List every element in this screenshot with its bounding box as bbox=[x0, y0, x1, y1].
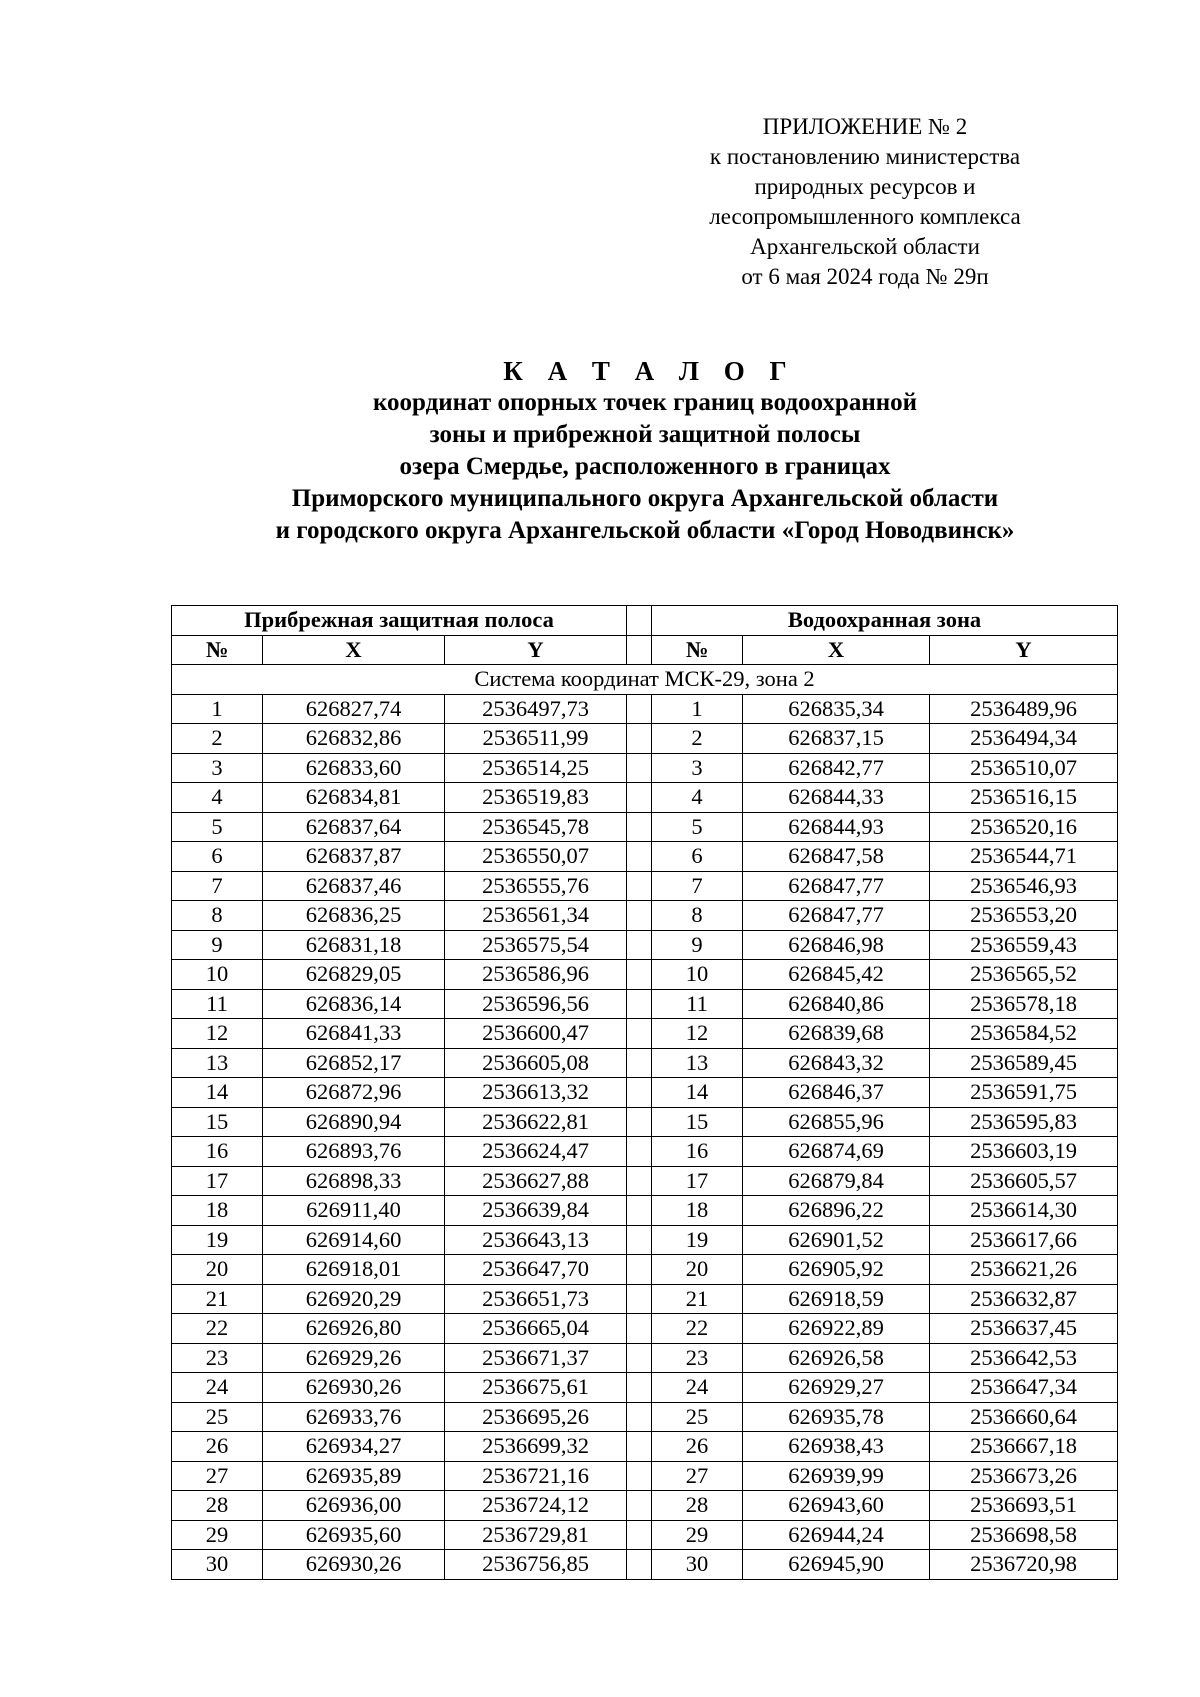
right-coord-x-cell: 626935,78 bbox=[743, 1402, 930, 1432]
left-coord-y-cell: 2536651,73 bbox=[445, 1284, 627, 1314]
right-coord-x-cell: 626855,96 bbox=[743, 1107, 930, 1137]
left-coord-x-cell: 626833,60 bbox=[263, 753, 445, 783]
left-point-number-cell: 5 bbox=[172, 812, 263, 842]
right-coord-x-cell: 626844,93 bbox=[743, 812, 930, 842]
table-row bbox=[172, 989, 1118, 1019]
right-coord-y-cell: 2536520,16 bbox=[930, 812, 1118, 842]
left-coord-x-cell: 626929,26 bbox=[263, 1343, 445, 1373]
right-point-number-cell: 7 bbox=[652, 871, 743, 901]
left-coord-y-cell: 2536555,76 bbox=[445, 871, 627, 901]
table-row bbox=[172, 1225, 1118, 1255]
column-header-no: № bbox=[652, 635, 743, 665]
table-row bbox=[172, 1196, 1118, 1226]
column-header-y: Y bbox=[445, 635, 627, 665]
left-point-number-cell: 6 bbox=[172, 842, 263, 872]
left-coord-y-cell: 2536511,99 bbox=[445, 724, 627, 754]
gap-cell bbox=[627, 1343, 652, 1373]
right-coord-x-cell: 626846,98 bbox=[743, 930, 930, 960]
right-coord-x-cell: 626847,58 bbox=[743, 842, 930, 872]
left-coord-x-cell: 626920,29 bbox=[263, 1284, 445, 1314]
table-row bbox=[172, 694, 1118, 724]
right-coord-y-cell: 2536720,98 bbox=[930, 1550, 1118, 1580]
right-coord-x-cell: 626837,15 bbox=[743, 724, 930, 754]
left-point-number-cell: 1 bbox=[172, 694, 263, 724]
right-coord-y-cell: 2536565,52 bbox=[930, 960, 1118, 990]
coordinate-system-label: Система координат МСК-29, зона 2 bbox=[172, 665, 1118, 695]
right-point-number-cell: 14 bbox=[652, 1078, 743, 1108]
left-point-number-cell: 8 bbox=[172, 901, 263, 931]
coordinate-system-row bbox=[172, 665, 1118, 695]
right-point-number-cell: 4 bbox=[652, 783, 743, 813]
left-coord-x-cell: 626837,64 bbox=[263, 812, 445, 842]
column-header-no: № bbox=[172, 635, 263, 665]
right-coord-x-cell: 626944,24 bbox=[743, 1520, 930, 1550]
left-coord-x-cell: 626841,33 bbox=[263, 1019, 445, 1049]
gap-cell bbox=[627, 1491, 652, 1521]
gap-cell bbox=[627, 1402, 652, 1432]
left-coord-y-cell: 2536596,56 bbox=[445, 989, 627, 1019]
left-coord-y-cell: 2536624,47 bbox=[445, 1137, 627, 1167]
right-coord-y-cell: 2536559,43 bbox=[930, 930, 1118, 960]
right-coord-y-cell: 2536553,20 bbox=[930, 901, 1118, 931]
right-coord-y-cell: 2536698,58 bbox=[930, 1520, 1118, 1550]
table-row bbox=[172, 1461, 1118, 1491]
right-coord-y-cell: 2536605,57 bbox=[930, 1166, 1118, 1196]
left-coord-y-cell: 2536729,81 bbox=[445, 1520, 627, 1550]
catalog-header bbox=[160, 355, 1130, 547]
right-coord-y-cell: 2536673,26 bbox=[930, 1461, 1118, 1491]
left-point-number-cell: 17 bbox=[172, 1166, 263, 1196]
table-row bbox=[172, 1107, 1118, 1137]
appendix-line: ПРИЛОЖЕНИЕ № 2 bbox=[762, 114, 968, 139]
table-row bbox=[172, 960, 1118, 990]
right-coord-x-cell: 626845,42 bbox=[743, 960, 930, 990]
gap-cell bbox=[627, 724, 652, 754]
left-coord-y-cell: 2536622,81 bbox=[445, 1107, 627, 1137]
left-coord-y-cell: 2536575,54 bbox=[445, 930, 627, 960]
left-coord-x-cell: 626926,80 bbox=[263, 1314, 445, 1344]
left-coord-x-cell: 626911,40 bbox=[263, 1196, 445, 1226]
left-coord-x-cell: 626832,86 bbox=[263, 724, 445, 754]
left-coord-x-cell: 626837,87 bbox=[263, 842, 445, 872]
gap-cell bbox=[627, 1432, 652, 1462]
right-coord-x-cell: 626843,32 bbox=[743, 1048, 930, 1078]
right-point-number-cell: 10 bbox=[652, 960, 743, 990]
left-coord-x-cell: 626930,26 bbox=[263, 1373, 445, 1403]
right-point-number-cell: 2 bbox=[652, 724, 743, 754]
right-point-number-cell: 25 bbox=[652, 1402, 743, 1432]
table-row bbox=[172, 1137, 1118, 1167]
left-coord-x-cell: 626827,74 bbox=[263, 694, 445, 724]
right-coord-y-cell: 2536667,18 bbox=[930, 1432, 1118, 1462]
group-header-coastal-strip: Прибрежная защитная полоса bbox=[172, 606, 627, 636]
left-coord-y-cell: 2536605,08 bbox=[445, 1048, 627, 1078]
right-point-number-cell: 24 bbox=[652, 1373, 743, 1403]
right-coord-x-cell: 626905,92 bbox=[743, 1255, 930, 1285]
right-coord-y-cell: 2536595,83 bbox=[930, 1107, 1118, 1137]
right-coord-x-cell: 626945,90 bbox=[743, 1550, 930, 1580]
right-coord-x-cell: 626943,60 bbox=[743, 1491, 930, 1521]
table-row bbox=[172, 1284, 1118, 1314]
right-coord-x-cell: 626874,69 bbox=[743, 1137, 930, 1167]
right-point-number-cell: 30 bbox=[652, 1550, 743, 1580]
left-coord-x-cell: 626918,01 bbox=[263, 1255, 445, 1285]
right-coord-y-cell: 2536591,75 bbox=[930, 1078, 1118, 1108]
table-row bbox=[172, 901, 1118, 931]
right-coord-y-cell: 2536546,93 bbox=[930, 871, 1118, 901]
left-coord-x-cell: 626836,14 bbox=[263, 989, 445, 1019]
right-point-number-cell: 15 bbox=[652, 1107, 743, 1137]
right-coord-y-cell: 2536614,30 bbox=[930, 1196, 1118, 1226]
table-row bbox=[172, 1491, 1118, 1521]
right-coord-x-cell: 626842,77 bbox=[743, 753, 930, 783]
gap-cell bbox=[627, 1550, 652, 1580]
appendix-line: от 6 мая 2024 года № 29п bbox=[741, 264, 989, 289]
table-row bbox=[172, 812, 1118, 842]
left-coord-y-cell: 2536550,07 bbox=[445, 842, 627, 872]
left-point-number-cell: 28 bbox=[172, 1491, 263, 1521]
gap-cell bbox=[627, 901, 652, 931]
left-coord-x-cell: 626852,17 bbox=[263, 1048, 445, 1078]
right-coord-x-cell: 626844,33 bbox=[743, 783, 930, 813]
table-row bbox=[172, 930, 1118, 960]
left-point-number-cell: 22 bbox=[172, 1314, 263, 1344]
group-header-water-protection-zone: Водоохранная зона bbox=[652, 606, 1118, 636]
left-point-number-cell: 11 bbox=[172, 989, 263, 1019]
left-coord-x-cell: 626898,33 bbox=[263, 1166, 445, 1196]
right-coord-x-cell: 626939,99 bbox=[743, 1461, 930, 1491]
right-coord-x-cell: 626926,58 bbox=[743, 1343, 930, 1373]
left-coord-x-cell: 626890,94 bbox=[263, 1107, 445, 1137]
gap-cell bbox=[627, 753, 652, 783]
left-coord-x-cell: 626829,05 bbox=[263, 960, 445, 990]
left-coord-y-cell: 2536497,73 bbox=[445, 694, 627, 724]
gap-cell bbox=[627, 871, 652, 901]
right-coord-y-cell: 2536578,18 bbox=[930, 989, 1118, 1019]
right-coord-x-cell: 626918,59 bbox=[743, 1284, 930, 1314]
catalog-subtitle-line: и городского округа Архангельской области «Город Новодвинск» bbox=[275, 517, 1015, 544]
left-coord-y-cell: 2536675,61 bbox=[445, 1373, 627, 1403]
table-row bbox=[172, 1255, 1118, 1285]
right-coord-y-cell: 2536494,34 bbox=[930, 724, 1118, 754]
right-coord-y-cell: 2536544,71 bbox=[930, 842, 1118, 872]
gap-cell bbox=[627, 1137, 652, 1167]
table-row bbox=[172, 1048, 1118, 1078]
coordinates-table bbox=[171, 605, 1118, 1580]
left-coord-y-cell: 2536519,83 bbox=[445, 783, 627, 813]
appendix-line: лесопромышленного комплекса bbox=[709, 204, 1021, 229]
left-coord-y-cell: 2536639,84 bbox=[445, 1196, 627, 1226]
right-coord-y-cell: 2536693,51 bbox=[930, 1491, 1118, 1521]
table-row bbox=[172, 753, 1118, 783]
right-point-number-cell: 12 bbox=[652, 1019, 743, 1049]
gap-cell bbox=[627, 1520, 652, 1550]
right-coord-x-cell: 626901,52 bbox=[743, 1225, 930, 1255]
table-row bbox=[172, 1373, 1118, 1403]
right-point-number-cell: 9 bbox=[652, 930, 743, 960]
right-point-number-cell: 26 bbox=[652, 1432, 743, 1462]
left-point-number-cell: 14 bbox=[172, 1078, 263, 1108]
left-point-number-cell: 24 bbox=[172, 1373, 263, 1403]
right-coord-y-cell: 2536637,45 bbox=[930, 1314, 1118, 1344]
gap-cell bbox=[627, 1373, 652, 1403]
gap-cell bbox=[627, 1196, 652, 1226]
right-coord-x-cell: 626835,34 bbox=[743, 694, 930, 724]
right-coord-x-cell: 626839,68 bbox=[743, 1019, 930, 1049]
left-point-number-cell: 27 bbox=[172, 1461, 263, 1491]
right-coord-x-cell: 626846,37 bbox=[743, 1078, 930, 1108]
right-coord-x-cell: 626929,27 bbox=[743, 1373, 930, 1403]
table-row bbox=[172, 842, 1118, 872]
left-coord-y-cell: 2536627,88 bbox=[445, 1166, 627, 1196]
left-point-number-cell: 23 bbox=[172, 1343, 263, 1373]
catalog-subtitle-line: Приморского муниципального округа Архангельской области bbox=[291, 485, 999, 512]
left-coord-y-cell: 2536671,37 bbox=[445, 1343, 627, 1373]
catalog-subtitle-line: озера Смердье, расположенного в границах bbox=[399, 453, 891, 480]
table-body bbox=[172, 665, 1118, 1580]
right-point-number-cell: 23 bbox=[652, 1343, 743, 1373]
left-point-number-cell: 29 bbox=[172, 1520, 263, 1550]
left-point-number-cell: 10 bbox=[172, 960, 263, 990]
right-point-number-cell: 16 bbox=[652, 1137, 743, 1167]
left-coord-y-cell: 2536586,96 bbox=[445, 960, 627, 990]
right-coord-y-cell: 2536489,96 bbox=[930, 694, 1118, 724]
left-point-number-cell: 19 bbox=[172, 1225, 263, 1255]
left-coord-x-cell: 626934,27 bbox=[263, 1432, 445, 1462]
right-point-number-cell: 21 bbox=[652, 1284, 743, 1314]
left-coord-y-cell: 2536545,78 bbox=[445, 812, 627, 842]
right-point-number-cell: 28 bbox=[652, 1491, 743, 1521]
gap-cell bbox=[627, 1107, 652, 1137]
table-row bbox=[172, 1520, 1118, 1550]
gap-cell bbox=[627, 1255, 652, 1285]
left-coord-x-cell: 626872,96 bbox=[263, 1078, 445, 1108]
left-point-number-cell: 2 bbox=[172, 724, 263, 754]
gap-cell bbox=[627, 812, 652, 842]
table-row bbox=[172, 1432, 1118, 1462]
table-row bbox=[172, 1402, 1118, 1432]
gap-cell bbox=[627, 1019, 652, 1049]
right-coord-y-cell: 2536516,15 bbox=[930, 783, 1118, 813]
right-point-number-cell: 22 bbox=[652, 1314, 743, 1344]
right-point-number-cell: 13 bbox=[652, 1048, 743, 1078]
left-coord-y-cell: 2536514,25 bbox=[445, 753, 627, 783]
left-point-number-cell: 9 bbox=[172, 930, 263, 960]
gap-cell bbox=[627, 1078, 652, 1108]
right-coord-x-cell: 626938,43 bbox=[743, 1432, 930, 1462]
appendix-line: Архангельской области bbox=[750, 234, 980, 259]
left-point-number-cell: 26 bbox=[172, 1432, 263, 1462]
right-point-number-cell: 20 bbox=[652, 1255, 743, 1285]
gap-cell bbox=[627, 606, 652, 636]
left-coord-x-cell: 626935,89 bbox=[263, 1461, 445, 1491]
table-row bbox=[172, 1166, 1118, 1196]
right-coord-y-cell: 2536589,45 bbox=[930, 1048, 1118, 1078]
gap-cell bbox=[627, 783, 652, 813]
right-coord-x-cell: 626896,22 bbox=[743, 1196, 930, 1226]
left-point-number-cell: 30 bbox=[172, 1550, 263, 1580]
right-point-number-cell: 11 bbox=[652, 989, 743, 1019]
right-coord-x-cell: 626879,84 bbox=[743, 1166, 930, 1196]
right-point-number-cell: 3 bbox=[652, 753, 743, 783]
left-coord-y-cell: 2536756,85 bbox=[445, 1550, 627, 1580]
right-coord-x-cell: 626922,89 bbox=[743, 1314, 930, 1344]
left-coord-y-cell: 2536613,32 bbox=[445, 1078, 627, 1108]
left-point-number-cell: 3 bbox=[172, 753, 263, 783]
left-coord-x-cell: 626893,76 bbox=[263, 1137, 445, 1167]
left-coord-y-cell: 2536724,12 bbox=[445, 1491, 627, 1521]
right-point-number-cell: 27 bbox=[652, 1461, 743, 1491]
table-row bbox=[172, 1314, 1118, 1344]
right-coord-y-cell: 2536603,19 bbox=[930, 1137, 1118, 1167]
right-point-number-cell: 5 bbox=[652, 812, 743, 842]
right-point-number-cell: 18 bbox=[652, 1196, 743, 1226]
right-coord-y-cell: 2536642,53 bbox=[930, 1343, 1118, 1373]
right-point-number-cell: 8 bbox=[652, 901, 743, 931]
left-coord-x-cell: 626914,60 bbox=[263, 1225, 445, 1255]
left-coord-y-cell: 2536699,32 bbox=[445, 1432, 627, 1462]
column-header-x: X bbox=[263, 635, 445, 665]
left-coord-x-cell: 626936,00 bbox=[263, 1491, 445, 1521]
gap-cell bbox=[627, 635, 652, 665]
left-point-number-cell: 20 bbox=[172, 1255, 263, 1285]
right-point-number-cell: 19 bbox=[652, 1225, 743, 1255]
left-point-number-cell: 4 bbox=[172, 783, 263, 813]
left-coord-y-cell: 2536695,26 bbox=[445, 1402, 627, 1432]
table-row bbox=[172, 1078, 1118, 1108]
right-coord-x-cell: 626847,77 bbox=[743, 901, 930, 931]
right-coord-x-cell: 626840,86 bbox=[743, 989, 930, 1019]
left-point-number-cell: 7 bbox=[172, 871, 263, 901]
table-column-header-row bbox=[172, 635, 1118, 665]
appendix-line: природных ресурсов и bbox=[754, 174, 976, 199]
gap-cell bbox=[627, 989, 652, 1019]
left-point-number-cell: 15 bbox=[172, 1107, 263, 1137]
right-point-number-cell: 1 bbox=[652, 694, 743, 724]
left-coord-x-cell: 626834,81 bbox=[263, 783, 445, 813]
right-coord-y-cell: 2536621,26 bbox=[930, 1255, 1118, 1285]
right-coord-y-cell: 2536632,87 bbox=[930, 1284, 1118, 1314]
catalog-title: К А Т А Л О Г bbox=[503, 356, 796, 386]
column-header-y: Y bbox=[930, 635, 1118, 665]
appendix-block bbox=[650, 112, 1080, 292]
left-coord-y-cell: 2536600,47 bbox=[445, 1019, 627, 1049]
table-row bbox=[172, 871, 1118, 901]
gap-cell bbox=[627, 1284, 652, 1314]
table-row bbox=[172, 783, 1118, 813]
catalog-subtitle-line: зоны и прибрежной защитной полосы bbox=[429, 421, 861, 448]
right-coord-x-cell: 626847,77 bbox=[743, 871, 930, 901]
left-point-number-cell: 18 bbox=[172, 1196, 263, 1226]
appendix-line: к постановлению министерства bbox=[709, 144, 1021, 169]
left-coord-x-cell: 626933,76 bbox=[263, 1402, 445, 1432]
table-row bbox=[172, 1019, 1118, 1049]
gap-cell bbox=[627, 1461, 652, 1491]
column-header-x: X bbox=[743, 635, 930, 665]
gap-cell bbox=[627, 1314, 652, 1344]
right-point-number-cell: 6 bbox=[652, 842, 743, 872]
gap-cell bbox=[627, 930, 652, 960]
gap-cell bbox=[627, 694, 652, 724]
left-point-number-cell: 21 bbox=[172, 1284, 263, 1314]
right-point-number-cell: 17 bbox=[652, 1166, 743, 1196]
left-coord-x-cell: 626930,26 bbox=[263, 1550, 445, 1580]
left-point-number-cell: 25 bbox=[172, 1402, 263, 1432]
table-row bbox=[172, 1343, 1118, 1373]
left-coord-x-cell: 626836,25 bbox=[263, 901, 445, 931]
left-coord-x-cell: 626935,60 bbox=[263, 1520, 445, 1550]
catalog-subtitle-line: координат опорных точек границ водоохранной bbox=[372, 389, 918, 416]
left-point-number-cell: 12 bbox=[172, 1019, 263, 1049]
right-coord-y-cell: 2536584,52 bbox=[930, 1019, 1118, 1049]
table-row bbox=[172, 1550, 1118, 1580]
right-coord-y-cell: 2536617,66 bbox=[930, 1225, 1118, 1255]
gap-cell bbox=[627, 960, 652, 990]
left-coord-x-cell: 626837,46 bbox=[263, 871, 445, 901]
right-coord-y-cell: 2536660,64 bbox=[930, 1402, 1118, 1432]
left-coord-y-cell: 2536643,13 bbox=[445, 1225, 627, 1255]
left-coord-y-cell: 2536647,70 bbox=[445, 1255, 627, 1285]
gap-cell bbox=[627, 842, 652, 872]
left-point-number-cell: 16 bbox=[172, 1137, 263, 1167]
gap-cell bbox=[627, 1166, 652, 1196]
gap-cell bbox=[627, 1225, 652, 1255]
table-group-header-row bbox=[172, 606, 1118, 636]
left-coord-y-cell: 2536721,16 bbox=[445, 1461, 627, 1491]
left-coord-y-cell: 2536665,04 bbox=[445, 1314, 627, 1344]
table-row bbox=[172, 724, 1118, 754]
right-point-number-cell: 29 bbox=[652, 1520, 743, 1550]
gap-cell bbox=[627, 1048, 652, 1078]
right-coord-y-cell: 2536510,07 bbox=[930, 753, 1118, 783]
left-coord-x-cell: 626831,18 bbox=[263, 930, 445, 960]
right-coord-y-cell: 2536647,34 bbox=[930, 1373, 1118, 1403]
left-coord-y-cell: 2536561,34 bbox=[445, 901, 627, 931]
left-point-number-cell: 13 bbox=[172, 1048, 263, 1078]
